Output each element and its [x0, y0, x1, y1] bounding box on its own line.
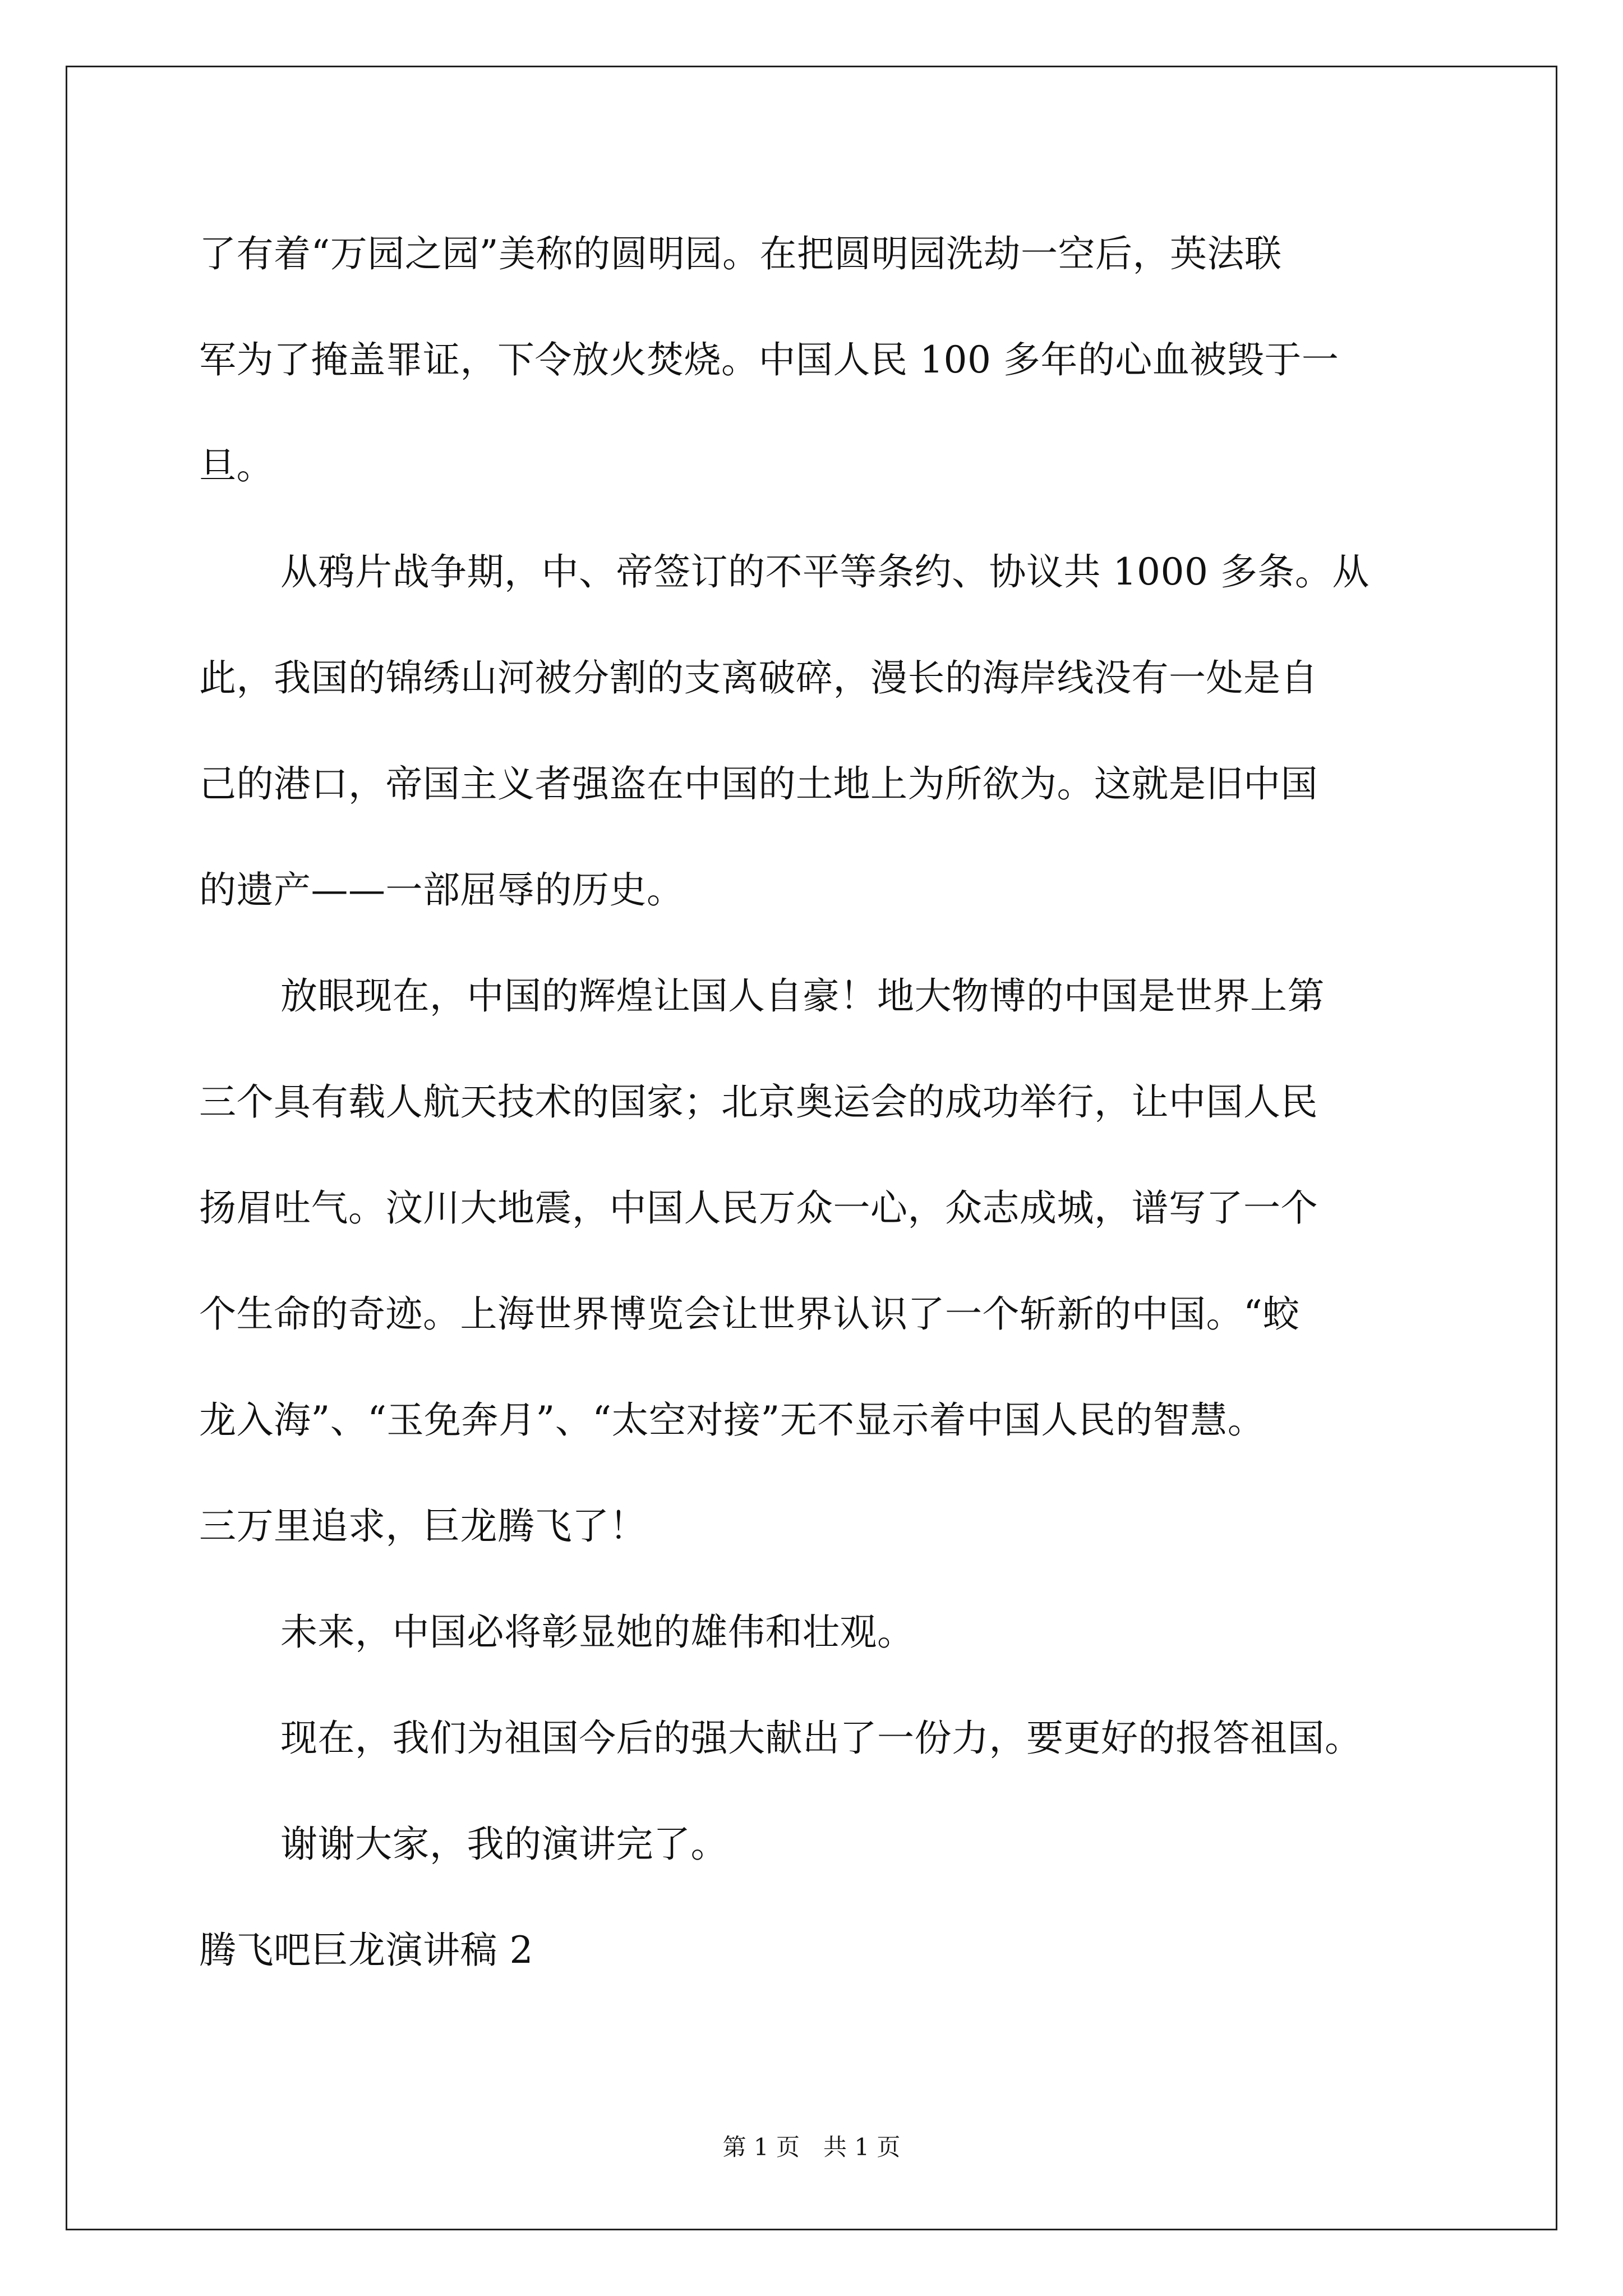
- page-border: [66, 66, 1557, 2230]
- paragraph-line: 军为了掩盖罪证，下令放火焚烧。中国人民 100 多年的心血被毁于一: [199, 338, 1339, 381]
- paragraph-line: 从鸦片战争期，中、帝签订的不平等条约、协议共 1000 多条。从: [280, 550, 1370, 593]
- page-footer: 第 1 页 共 1 页: [722, 2133, 901, 2161]
- paragraph-line: 放眼现在，中国的辉煌让国人自豪！地大物博的中国是世界上第: [280, 974, 1325, 1018]
- paragraph-line: 未来，中国必将彰显她的雄伟和壮观。: [280, 1611, 915, 1654]
- paragraph-line: 个生命的奇迹。上海世界博览会让世界认识了一个斩新的中国。“蛟: [199, 1292, 1300, 1336]
- section-title: 腾飞吧巨龙演讲稿 2: [199, 1929, 533, 1972]
- paragraph-line: 的遗产——一部屈辱的历史。: [199, 868, 684, 912]
- paragraph-line: 此，我国的锦绣山河被分割的支离破碎，漫长的海岸线没有一处是自: [199, 656, 1318, 700]
- paragraph-line: 旦。: [199, 444, 274, 487]
- paragraph-line: 龙入海”、“玉免奔月”、“太空对接”无不显示着中国人民的智慧。: [199, 1398, 1265, 1442]
- paragraph-line: 己的港口，帝国主义者强盗在中国的土地上为所欲为。这就是旧中国: [199, 762, 1318, 806]
- paragraph-line: 三万里追求，巨龙腾飞了！: [199, 1504, 647, 1548]
- paragraph-line: 现在，我们为祖国今后的强大献出了一份力，要更好的报答祖国。: [280, 1717, 1362, 1760]
- paragraph-line: 了有着“万园之园”美称的圆明园。在把圆明园洗劫一空后，英法联: [199, 232, 1282, 275]
- paragraph-line: 谢谢大家，我的演讲完了。: [280, 1823, 728, 1866]
- paragraph-line: 三个具有载人航天技术的国家；北京奥运会的成功举行，让中国人民: [199, 1080, 1318, 1124]
- paragraph-line: 扬眉吐气。汶川大地震，中国人民万众一心，众志成城，谱写了一个: [199, 1186, 1318, 1230]
